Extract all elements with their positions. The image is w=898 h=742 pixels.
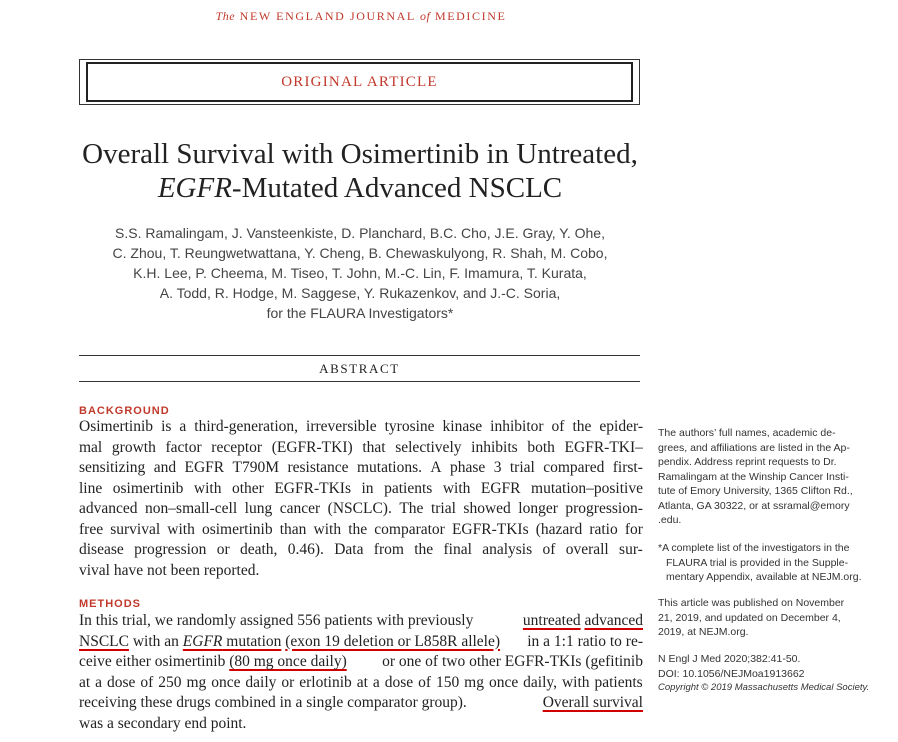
methods-line <box>79 611 643 632</box>
author-line: C. Zhou, T. Reungwetwattana, Y. Cheng, B. Chewaskulyong, R. Shah, M. Cobo, <box>112 245 608 261</box>
background-line: disease progression or death, 0.46). Data from the final analysis of overall sur- <box>79 541 643 558</box>
methods-line: NSCLC with an EGFR mutation (exon 19 deletion or L858R allele) in a 1:1 ratio to re- <box>79 632 643 653</box>
copyright: Copyright © 2019 Massachusetts Medical Society. <box>658 682 870 693</box>
title-line-1: Overall Survival with Osimertinib in Untreated, <box>82 138 638 170</box>
article-title <box>40 137 680 205</box>
background-line: sensitizing and EGFR T790M resistance mutations. A phase 3 trial compared first- <box>79 459 643 476</box>
methods-heading: METHODS <box>79 598 141 610</box>
methods-line: at a dose of 250 mg once daily or erlotinib at a dose of 150 mg once daily, with patients <box>79 673 643 691</box>
sidebar-published-note: This article was published on November 21, 2019, and updated on December 4, 2019, at NEJM.org. <box>658 597 845 638</box>
author-line: K.H. Lee, P. Cheema, M. Tiseo, T. John, M.-C. Lin, F. Imamura, T. Kurata, <box>133 265 587 281</box>
methods-text: in a 1:1 ratio to re- <box>527 632 643 650</box>
author-list <box>40 223 680 323</box>
background-line: vival have not been reported. <box>79 561 260 579</box>
methods-line: ceive either osimertinib (80 mg once daily) or one of two other EGFR-TKIs (gefitinib <box>79 652 643 673</box>
author-line: A. Todd, R. Hodge, M. Saggese, Y. Rukazenkov, and J.-C. Soria, <box>159 285 561 301</box>
background-line: free survival with osimertinib than with the comparator EGFR-TKIs (hazard ratio for <box>79 520 643 538</box>
sidebar-authors-note: The authors’ full names, academic de- grees, and affiliations are listed in the Ap- pendix. Address reprint requests to Dr. Ramalingam at the Winship Cancer Insti- tute of Emory University, 1365 Clifton Rd., Atlanta, GA 30322, or at ssramal@emory .edu. <box>658 427 853 526</box>
methods-line: was a secondary end point. <box>79 714 247 732</box>
title-line-2 <box>40 171 680 205</box>
citation: N Engl J Med 2020;382:41-50. <box>658 653 801 665</box>
journal-the: The <box>215 9 236 23</box>
methods-text: receiving these drugs combined in a single comparator group). <box>79 694 467 711</box>
methods-body <box>79 611 643 734</box>
background-body <box>79 417 643 581</box>
author-line: for the FLAURA Investigators* <box>266 305 454 321</box>
abstract-rule-top <box>79 355 640 356</box>
journal-of: of <box>420 9 431 23</box>
title-gene-name: EGFR <box>157 172 232 204</box>
background-line: Osimertinib is a third-generation, irreversible tyrosine kinase inhibitor of the epider- <box>79 418 643 435</box>
title-line-2-rest: -Mutated Advanced NSCLC <box>231 172 563 204</box>
highlight-nsclc: NSCLC <box>79 632 129 650</box>
methods-text: or one of two other EGFR-TKIs (gefitinib <box>382 653 643 670</box>
article-type-label: ORIGINAL ARTICLE <box>281 74 438 90</box>
background-line: advanced non–small-cell lung cancer (NSCLC). The trial showed longer progression- <box>79 500 643 517</box>
highlight-dose: (80 mg once daily) <box>229 653 347 670</box>
background-line: mal growth factor receptor (EGFR-TKI) that selectively inhibits both EGFR-TKI– <box>79 438 643 456</box>
journal-name-part2: MEDICINE <box>434 9 507 23</box>
journal-masthead <box>0 9 722 24</box>
doi: DOI: 10.1056/NEJMoa1913662 <box>658 667 805 680</box>
highlight-egfr-mutation: EGFR mutation <box>182 632 282 650</box>
journal-name-part1: NEW ENGLAND JOURNAL <box>239 9 416 23</box>
abstract-heading: ABSTRACT <box>319 361 400 376</box>
sidebar-citation <box>658 652 880 696</box>
highlight-exon-allele: (exon 19 deletion or L858R allele) <box>285 632 501 650</box>
highlight-overall-survival: Overall survival <box>542 694 643 711</box>
abstract-rule-bottom <box>79 381 640 382</box>
author-line: S.S. Ramalingam, J. Vansteenkiste, D. Planchard, B.C. Cho, J.E. Gray, Y. Ohe, <box>115 225 605 241</box>
sidebar-investigators-note: *A complete list of the investigators in the FLAURA trial is provided in the Supple- mentary Appendix, available at NEJM.org. <box>658 542 862 583</box>
methods-text: In this trial, we randomly assigned 556 patients with previously <box>79 612 474 629</box>
methods-line <box>79 693 643 714</box>
highlight-untreated: untreated <box>522 612 581 629</box>
highlight-advanced: advanced <box>584 612 643 629</box>
background-line: line osimertinib with other EGFR-TKIs in patients with EGFR mutation–positive <box>79 479 643 497</box>
background-heading: BACKGROUND <box>79 405 170 417</box>
